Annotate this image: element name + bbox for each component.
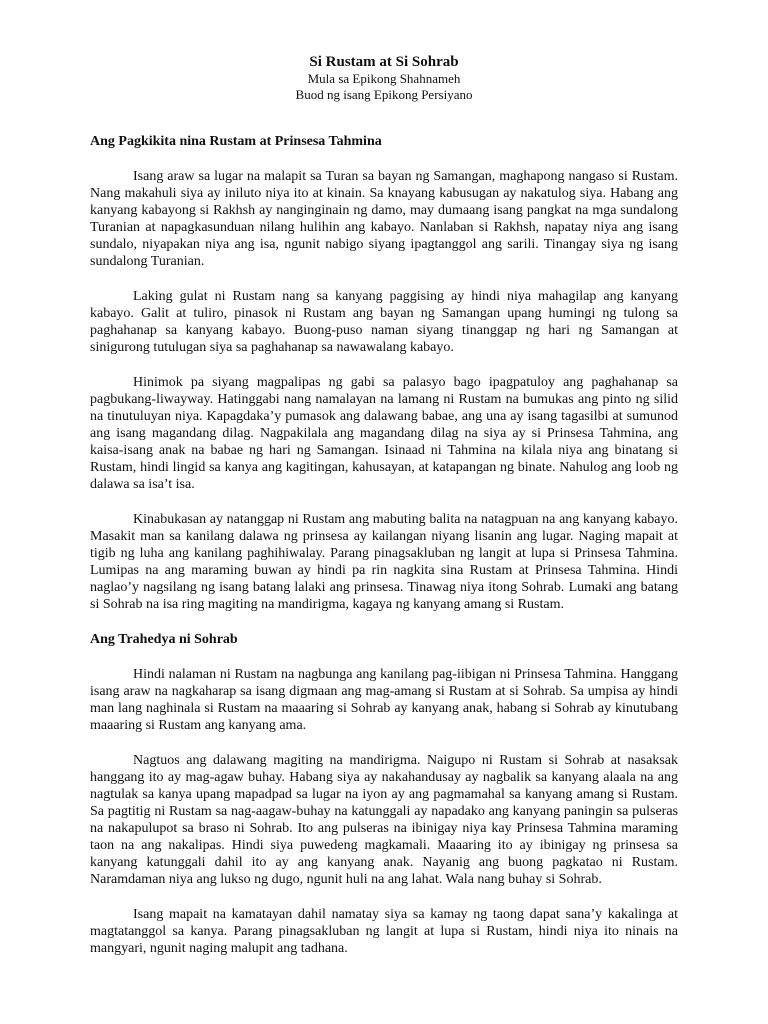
document-subtitle: Mula sa Epikong Shahnameh	[307, 71, 461, 86]
section-heading: Ang Pagkikita nina Rustam at Prinsesa Tahmina	[90, 134, 382, 149]
section-trahedya	[90, 631, 678, 957]
section-heading: Ang Trahedya ni Sohrab	[90, 632, 238, 647]
section-pagkikita	[90, 133, 678, 613]
document-title: Si Rustam at Si Sohrab	[309, 54, 459, 70]
document-subtitle-2: Buod ng isang Epikong Persiyano	[295, 87, 473, 102]
paragraph: Isang mapait na kamatayan dahil namatay siya sa kamay ng taong dapat sana’y kakalinga at magtatanggol sa kanya. Parang pinagsakluban ng langit at lupa si Rustam, hindi niya ito ninais na mangyari, ngunit naging malupit ang tadhana.	[90, 907, 678, 956]
paragraph: Hindi nalaman ni Rustam na nagbunga ang kanilang pag-iibigan ni Prinsesa Tahmina. Hanggang isang araw na nagkaharap sa isang digmaan ang mag-amang si Rustam at si Sohrab. Sa umpisa ay hindi man lang naghinala si Rustam na maaaring si Sohrab ay kanyang anak, habang si Sohrab ay kinutubang maaaring si Rustam ang kanyang ama.	[90, 667, 678, 733]
paragraph: Hinimok pa siyang magpalipas ng gabi sa palasyo bago ipagpatuloy ang paghahanap sa pagbukang-liwayway. Hatinggabi nang namalayan na lamang ni Rustam na bumukas ang pinto ng silid na tinutuluyan niya. Kapagdaka’y pumasok ang dalawang babae, ang una ay isang tagasilbi at sumunod ang isang magandang dilag. Nagpakilala ang magandang dilag na siya ay si Prinsesa Tahmina, ang kaisa-isang anak na babae ng hari ng Samangan. Isinaad ni Tahmina na kilala niya ang binatang si Rustam, hindi lingid sa kanya ang kagitingan, kahusayan, at katapangan ng binate. Nahulog ang loob ng dalawa sa isa’t isa.	[90, 375, 678, 492]
paragraph: Isang araw sa lugar na malapit sa Turan sa bayan ng Samangan, maghapong nangaso si Rustam. Nang makahuli siya ay iniluto niya ito at kinain. Sa knayang kabusugan ay nakatulog siya. Habang ang kanyang kabayong si Rakhsh ay nanginginain ng damo, may dumaang isang pangkat na mga sundalong Turanian at napagkasunduan nilang hulihin ang kabayo. Nanlaban si Rakhsh, napatay niya ang isang sundalo, niyapakan niya ang isa, ngunit nabigo siyang ipagtanggol ang sarili. Tinangay siya ng isang sundalong Turanian.	[90, 169, 678, 269]
paragraph: Nagtuos ang dalawang magiting na mandirigma. Naigupo ni Rustam si Sohrab at nasaksak hanggang ito ay mag-agaw buhay. Habang siya ay nakahandusay ay nagbalik sa kanyang alaala na ang nagtulak sa kanya upang mapadpad sa lugar na iyon ay ang pagmamahal sa kanyang amang si Rustam. Sa pagtitig ni Rustam sa nag-aagaw-buhay na katunggali ay napadako ang kanyang paningin sa pulseras na nakapulupot sa braso ni Sohrab. Ito ang pulseras na ibinigay niya kay Prinsesa Tahmina maraming taon na ang nakalipas. Hindi siya puwedeng magkamali. Maaaring ito ay ibinigay ng prinsesa sa kanyang katunggali dahil ito ay ang kanyang anak. Nayanig ang buong pagkatao ni Rustam. Naramdaman niya ang lukso ng dugo, ngunit huli na ang lahat. Wala nang buhay si Sohrab.	[90, 753, 678, 887]
paragraph: Laking gulat ni Rustam nang sa kanyang paggising ay hindi niya mahagilap ang kanyang kabayo. Galit at tuliro, pinasok ni Rustam ang bayan ng Samangan upang humingi ng tulong sa paghahanap sa kanyang kabayo. Buong-puso naman siyang tinanggap ng hari ng Samangan at sinigurong tutulugan siya sa paghahanap sa nawawalang kabayo.	[90, 289, 678, 355]
paragraph: Kinabukasan ay natanggap ni Rustam ang mabuting balita na natagpuan na ang kanyang kabayo. Masakit man sa kanilang dalawa ng prinsesa ay kailangan niyang lisanin ang lugar. Naging mapait at tigib ng luha ang kanilang paghihiwalay. Parang pinagsakluban ng langit at lupa si Prinsesa Tahmina. Lumipas na ang maraming buwan ay hindi pa rin nagkita sina Rustam at Prinsesa Tahmina. Hindi naglao’y nagsilang ng isang batang lalaki ang prinsesa. Tinawag niya itong Sohrab. Lumaki ang batang si Sohrab na isa ring magiting na mandirigma, kagaya ng kanyang amang si Rustam.	[90, 512, 678, 612]
document-header	[90, 53, 678, 103]
